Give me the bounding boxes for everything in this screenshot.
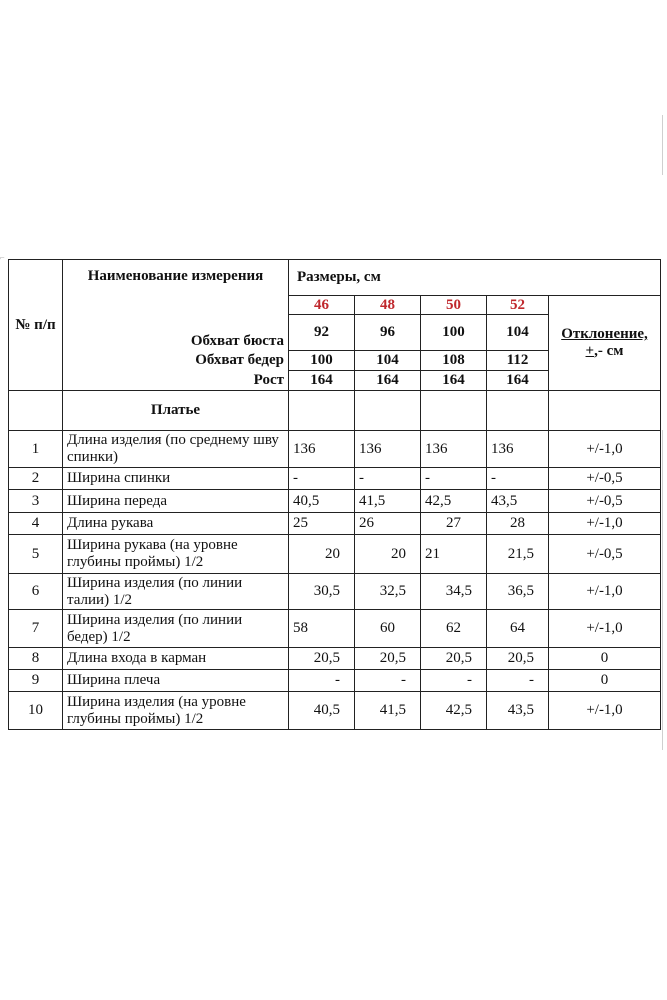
measure-value: 136 <box>487 431 549 468</box>
tolerance: +/-1,0 <box>549 574 661 610</box>
size-48: 48 <box>355 296 421 315</box>
table-row <box>9 670 661 692</box>
param-label-bust: Обхват бюста <box>63 315 289 351</box>
tolerance: 0 <box>549 648 661 670</box>
measure-value: 27 <box>421 513 487 535</box>
measure-value: 32,5 <box>355 574 421 610</box>
tolerance: +/-1,0 <box>549 431 661 468</box>
measure-value: 30,5 <box>289 574 355 610</box>
table-row <box>9 431 661 468</box>
measure-name: Ширина плеча <box>63 670 289 692</box>
param-value: 164 <box>289 371 355 391</box>
measure-value: 26 <box>355 513 421 535</box>
measure-value: 40,5 <box>289 490 355 513</box>
measure-value: 41,5 <box>355 692 421 730</box>
row-number: 10 <box>9 692 63 730</box>
measure-value: 40,5 <box>289 692 355 730</box>
table-row <box>9 610 661 648</box>
param-value: 164 <box>355 371 421 391</box>
measure-value: 20,5 <box>289 648 355 670</box>
measure-value: 41,5 <box>355 490 421 513</box>
measure-value: 28 <box>487 513 549 535</box>
param-value: 164 <box>421 371 487 391</box>
table-row <box>9 692 661 730</box>
measure-value: 20 <box>355 535 421 574</box>
param-value: 104 <box>487 315 549 351</box>
measure-value: - <box>421 670 487 692</box>
measure-value: - <box>421 468 487 490</box>
measure-value: - <box>487 468 549 490</box>
measure-value: 25 <box>289 513 355 535</box>
measure-value: 43,5 <box>487 490 549 513</box>
measure-name: Длина изделия (по среднему шву спинки) <box>63 431 289 468</box>
measure-value: 62 <box>421 610 487 648</box>
section-row <box>9 391 661 431</box>
measure-value: 42,5 <box>421 490 487 513</box>
measure-value: 20,5 <box>355 648 421 670</box>
measure-value: 64 <box>487 610 549 648</box>
measure-name: Длина рукава <box>63 513 289 535</box>
measure-value: 60 <box>355 610 421 648</box>
measure-name: Ширина рукава (на уровне глубины проймы) 1/2 <box>63 535 289 574</box>
param-label-hips: Обхват бедер <box>63 351 289 371</box>
table-row <box>9 574 661 610</box>
measure-value: 20,5 <box>421 648 487 670</box>
row-number: 8 <box>9 648 63 670</box>
measure-value: - <box>289 670 355 692</box>
param-value: 96 <box>355 315 421 351</box>
tolerance: +/-1,0 <box>549 610 661 648</box>
name-column-header: Наименование измерения <box>63 260 289 315</box>
measure-value: - <box>355 670 421 692</box>
row-number: 1 <box>9 431 63 468</box>
tolerance: 0 <box>549 670 661 692</box>
measure-value: 58 <box>289 610 355 648</box>
table-corner-mark: ⌐ <box>0 253 5 262</box>
size-46: 46 <box>289 296 355 315</box>
table-row <box>9 468 661 490</box>
row-number: 2 <box>9 468 63 490</box>
size-chart-table <box>8 259 661 730</box>
measure-value: 20 <box>289 535 355 574</box>
sizes-column-header: Размеры, см <box>289 260 661 296</box>
measure-value: 21 <box>421 535 487 574</box>
page-edge-line <box>662 115 663 175</box>
param-value: 164 <box>487 371 549 391</box>
row-number: 4 <box>9 513 63 535</box>
measure-value: 43,5 <box>487 692 549 730</box>
row-number: 5 <box>9 535 63 574</box>
measure-value: 42,5 <box>421 692 487 730</box>
measure-name: Ширина переда <box>63 490 289 513</box>
tolerance: +/-0,5 <box>549 535 661 574</box>
measure-value: 136 <box>289 431 355 468</box>
measure-value: 20,5 <box>487 648 549 670</box>
measure-name: Ширина изделия (по линии талии) 1/2 <box>63 574 289 610</box>
measure-name: Ширина изделия (на уровне глубины проймы) 1/2 <box>63 692 289 730</box>
table-header-row <box>9 260 661 296</box>
tolerance: +/-1,0 <box>549 692 661 730</box>
deviation-header: Отклонение, +,- см <box>549 296 661 391</box>
tolerance: +/-0,5 <box>549 490 661 513</box>
table-row <box>9 648 661 670</box>
measure-value: - <box>355 468 421 490</box>
row-number: 3 <box>9 490 63 513</box>
tolerance: +/-0,5 <box>549 468 661 490</box>
row-number: 6 <box>9 574 63 610</box>
table-row <box>9 513 661 535</box>
table-row <box>9 490 661 513</box>
param-value: 104 <box>355 351 421 371</box>
param-value: 92 <box>289 315 355 351</box>
measure-value: 36,5 <box>487 574 549 610</box>
measure-name: Длина входа в карман <box>63 648 289 670</box>
measure-name: Ширина изделия (по линии бедер) 1/2 <box>63 610 289 648</box>
measure-value: 21,5 <box>487 535 549 574</box>
param-value: 100 <box>289 351 355 371</box>
measure-value: - <box>289 468 355 490</box>
size-50: 50 <box>421 296 487 315</box>
measure-value: 136 <box>421 431 487 468</box>
tolerance: +/-1,0 <box>549 513 661 535</box>
param-value: 112 <box>487 351 549 371</box>
num-column-header: № п/п <box>9 260 63 391</box>
measure-value: 136 <box>355 431 421 468</box>
measure-value: - <box>487 670 549 692</box>
size-52: 52 <box>487 296 549 315</box>
table-row <box>9 535 661 574</box>
param-value: 108 <box>421 351 487 371</box>
page-edge-line <box>662 430 663 750</box>
row-number: 7 <box>9 610 63 648</box>
param-label-height: Рост <box>63 371 289 391</box>
param-value: 100 <box>421 315 487 351</box>
measure-name: Ширина спинки <box>63 468 289 490</box>
measure-value: 34,5 <box>421 574 487 610</box>
row-number: 9 <box>9 670 63 692</box>
section-title: Платье <box>63 391 289 431</box>
